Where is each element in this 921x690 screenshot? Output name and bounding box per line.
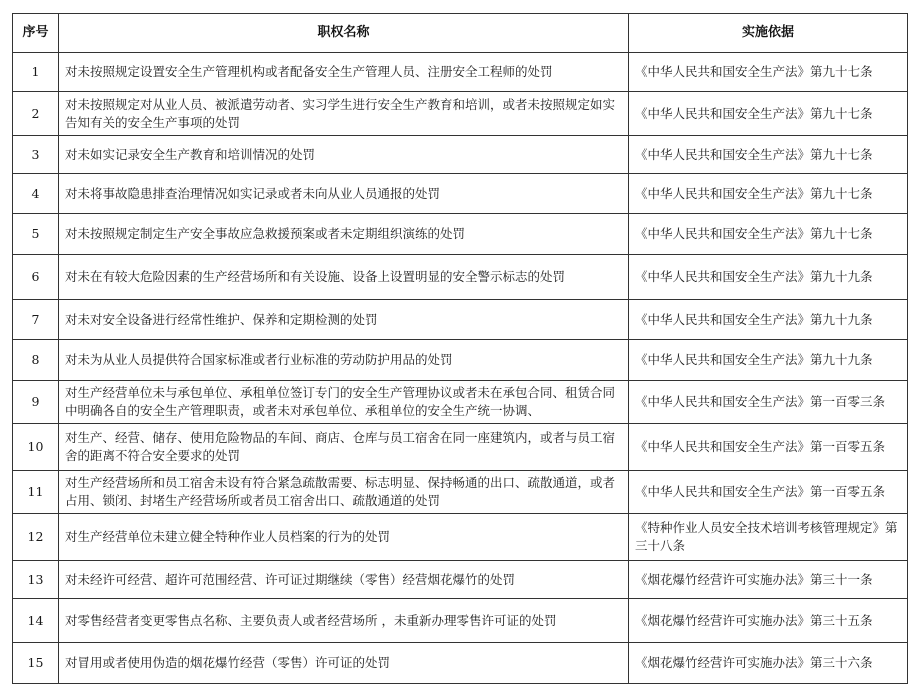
legal-basis: 《特种作业人员安全技术培训考核管理规定》第三十八条 [629,514,908,561]
table-row [13,514,908,561]
legal-basis: 《中华人民共和国安全生产法》第九十七条 [629,174,908,214]
legal-basis: 《中华人民共和国安全生产法》第一百零五条 [629,424,908,471]
row-number: 1 [13,53,59,92]
table-row [13,340,908,381]
row-number: 7 [13,300,59,340]
legal-basis: 《中华人民共和国安全生产法》第一百零五条 [629,471,908,514]
table-row [13,424,908,471]
authority-name: 对未对安全设备进行经常性维护、保养和定期检测的处罚 [59,300,629,340]
table-row [13,561,908,599]
table-row [13,300,908,340]
legal-basis: 《中华人民共和国安全生产法》第九十九条 [629,255,908,300]
authority-name: 对未将事故隐患排查治理情况如实记录或者未向从业人员通报的处罚 [59,174,629,214]
authority-name: 对未按照规定对从业人员、被派遣劳动者、实习学生进行安全生产教育和培训，或者未按照规定如实告知有关的安全生产事项的处罚 [59,92,629,136]
row-number: 14 [13,599,59,643]
header-name: 职权名称 [59,14,629,53]
authority-name: 对冒用或者使用伪造的烟花爆竹经营（零售）许可证的处罚 [59,643,629,684]
row-number: 9 [13,381,59,424]
authority-table [12,13,908,684]
legal-basis: 《烟花爆竹经营许可实施办法》第三十五条 [629,599,908,643]
authority-name: 对生产、经营、储存、使用危险物品的车间、商店、仓库与员工宿舍在同一座建筑内，或者与员工宿舍的距离不符合安全要求的处罚 [59,424,629,471]
row-number: 12 [13,514,59,561]
legal-basis: 《中华人民共和国安全生产法》第九十七条 [629,92,908,136]
header-basis: 实施依据 [629,14,908,53]
table-row [13,381,908,424]
table-row [13,53,908,92]
legal-basis: 《中华人民共和国安全生产法》第九十七条 [629,136,908,174]
table-row [13,599,908,643]
row-number: 4 [13,174,59,214]
authority-name: 对生产经营单位未建立健全特种作业人员档案的行为的处罚 [59,514,629,561]
legal-basis: 《烟花爆竹经营许可实施办法》第三十六条 [629,643,908,684]
authority-name: 对生产经营单位未与承包单位、承租单位签订专门的安全生产管理协议或者未在承包合同、租赁合同中明确各自的安全生产管理职责，或者未对承包单位、承租单位的安全生产统一协调、 [59,381,629,424]
row-number: 11 [13,471,59,514]
table-row [13,643,908,684]
row-number: 10 [13,424,59,471]
legal-basis: 《中华人民共和国安全生产法》第九十九条 [629,300,908,340]
authority-name: 对未为从业人员提供符合国家标准或者行业标准的劳动防护用品的处罚 [59,340,629,381]
row-number: 5 [13,214,59,255]
table-row [13,136,908,174]
legal-basis: 《中华人民共和国安全生产法》第一百零三条 [629,381,908,424]
table-row [13,471,908,514]
authority-name: 对未按照规定制定生产安全事故应急救援预案或者未定期组织演练的处罚 [59,214,629,255]
row-number: 15 [13,643,59,684]
header-row [13,14,908,53]
table-row [13,174,908,214]
table-row [13,255,908,300]
authority-name: 对未在有较大危险因素的生产经营场所和有关设施、设备上设置明显的安全警示标志的处罚 [59,255,629,300]
table-row [13,214,908,255]
table-row [13,92,908,136]
authority-name: 对未按照规定设置安全生产管理机构或者配备安全生产管理人员、注册安全工程师的处罚 [59,53,629,92]
row-number: 3 [13,136,59,174]
legal-basis: 《中华人民共和国安全生产法》第九十七条 [629,214,908,255]
legal-basis: 《烟花爆竹经营许可实施办法》第三十一条 [629,561,908,599]
row-number: 8 [13,340,59,381]
row-number: 13 [13,561,59,599]
authority-name: 对未经许可经营、超许可范围经营、许可证过期继续（零售）经营烟花爆竹的处罚 [59,561,629,599]
legal-basis: 《中华人民共和国安全生产法》第九十七条 [629,53,908,92]
row-number: 2 [13,92,59,136]
row-number: 6 [13,255,59,300]
authority-name: 对零售经营者变更零售点名称、主要负责人或者经营场所 ，未重新办理零售许可证的处罚 [59,599,629,643]
legal-basis: 《中华人民共和国安全生产法》第九十九条 [629,340,908,381]
header-no: 序号 [13,14,59,53]
authority-name: 对未如实记录安全生产教育和培训情况的处罚 [59,136,629,174]
authority-name: 对生产经营场所和员工宿舍未设有符合紧急疏散需要、标志明显、保持畅通的出口、疏散通道，或者占用、锁闭、封堵生产经营场所或者员工宿舍出口、疏散通道的处罚 [59,471,629,514]
